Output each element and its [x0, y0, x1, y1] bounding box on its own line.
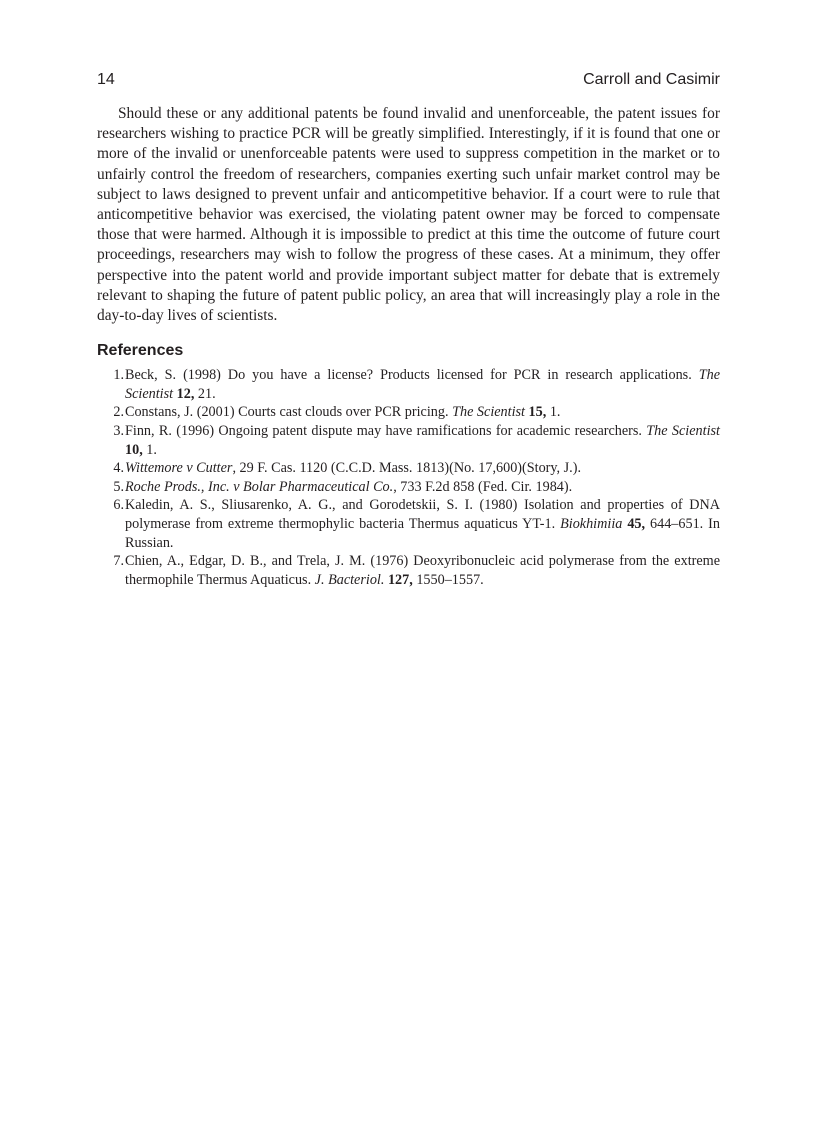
- reference-number: 7.: [113, 553, 124, 570]
- reference-item: [97, 403, 720, 422]
- reference-item: [97, 422, 720, 459]
- reference-case-name: Roche Prods., Inc. v Bolar Pharmaceutical Co.: [125, 478, 394, 495]
- reference-volume: 45,: [627, 515, 646, 532]
- reference-journal: The Scientist: [125, 367, 720, 402]
- reference-volume: 12,: [176, 385, 195, 402]
- reference-number: 5.: [113, 478, 124, 495]
- reference-volume: 10,: [125, 441, 143, 458]
- body-paragraph: Should these or any additional patents be found invalid and unenforceable, the patent issues for researchers wishing to practice PCR will be greatly simplified. Interestingly, if it is found that one or more of the invalid or unenforceable patents were used to suppress competition in the market or to unfairly control the freedom of researchers, companies exerting such unfair market control may be subject to laws designed to prevent unfair and anticompetitive behavior. If a court were to rule that anticompetitive behavior was exercised, the violating patent owner may be forced to compensate those that were harmed. Although it is impossible to predict at this time the outcome of future court proceedings, researchers may wish to follow the progress of these cases. At a minimum, they offer perspective into the patent world and provide important subject matter for debate that is extremely relevant to shaping the future of patent public policy, an area that will increasingly play a role in the day-to-day lives of scientists.: [97, 105, 720, 325]
- reference-item: [97, 459, 720, 478]
- reference-text: [125, 403, 720, 422]
- references-heading: References: [97, 342, 184, 360]
- page: [97, 70, 720, 589]
- reference-text: [125, 496, 720, 552]
- reference-volume: 15,: [528, 404, 547, 421]
- reference-pages: 21.: [194, 385, 216, 402]
- reference-item: [97, 496, 720, 552]
- reference-pages: 1550–1557.: [412, 571, 484, 588]
- reference-number: 6.: [113, 497, 124, 514]
- reference-citation: Finn, R. (1996) Ongoing patent dispute may have ramifications for academic researchers.: [125, 423, 647, 440]
- reference-item: [97, 552, 720, 589]
- running-title: Carroll and Casimir: [583, 71, 720, 88]
- reference-pages: , 29 F. Cas. 1120 (C.C.D. Mass. 1813)(No. 17,600)(Story, J.).: [232, 460, 581, 477]
- reference-case-name: Wittemore v Cutter: [125, 460, 233, 477]
- reference-pages: 644–651. In Russian.: [125, 515, 721, 551]
- running-header: [97, 70, 720, 90]
- reference-text: [125, 478, 720, 497]
- reference-number: 1.: [113, 367, 124, 384]
- reference-item: [97, 366, 720, 403]
- reference-item: [97, 478, 720, 497]
- reference-number: 3.: [113, 423, 124, 440]
- reference-text: [125, 459, 720, 478]
- page-number: 14: [97, 71, 115, 88]
- reference-text: [125, 422, 720, 459]
- reference-text: [125, 552, 720, 589]
- reference-volume: 127,: [387, 571, 413, 588]
- reference-number: 4.: [113, 460, 124, 477]
- reference-citation: Chien, A., Edgar, D. B., and Trela, J. M. (1976) Deoxyribonucleic acid polymerase from the extreme thermophile Thermus Aquaticus.: [125, 553, 720, 588]
- reference-journal: J. Bacteriol.: [314, 571, 385, 588]
- reference-journal: The Scientist: [646, 423, 720, 440]
- reference-journal: Biokhimiia: [560, 515, 623, 532]
- reference-pages: , 733 F.2d 858 (Fed. Cir. 1984).: [393, 478, 573, 495]
- reference-pages: 1.: [546, 404, 561, 421]
- reference-journal: The Scientist: [452, 404, 525, 421]
- reference-list: [97, 366, 720, 589]
- reference-citation: Constans, J. (2001) Courts cast clouds over PCR pricing.: [125, 404, 453, 421]
- reference-text: [125, 366, 720, 403]
- reference-citation: Kaledin, A. S., Sliusarenko, A. G., and Gorodetskii, S. I. (1980) Isolation and properties of DNA polymerase from extreme thermophylic bacteria Thermus aquaticus YT-1.: [125, 497, 720, 532]
- reference-number: 2.: [113, 404, 124, 421]
- reference-pages: 1.: [142, 441, 157, 458]
- reference-citation: Beck, S. (1998) Do you have a license? Products licensed for PCR in research applications.: [125, 367, 699, 384]
